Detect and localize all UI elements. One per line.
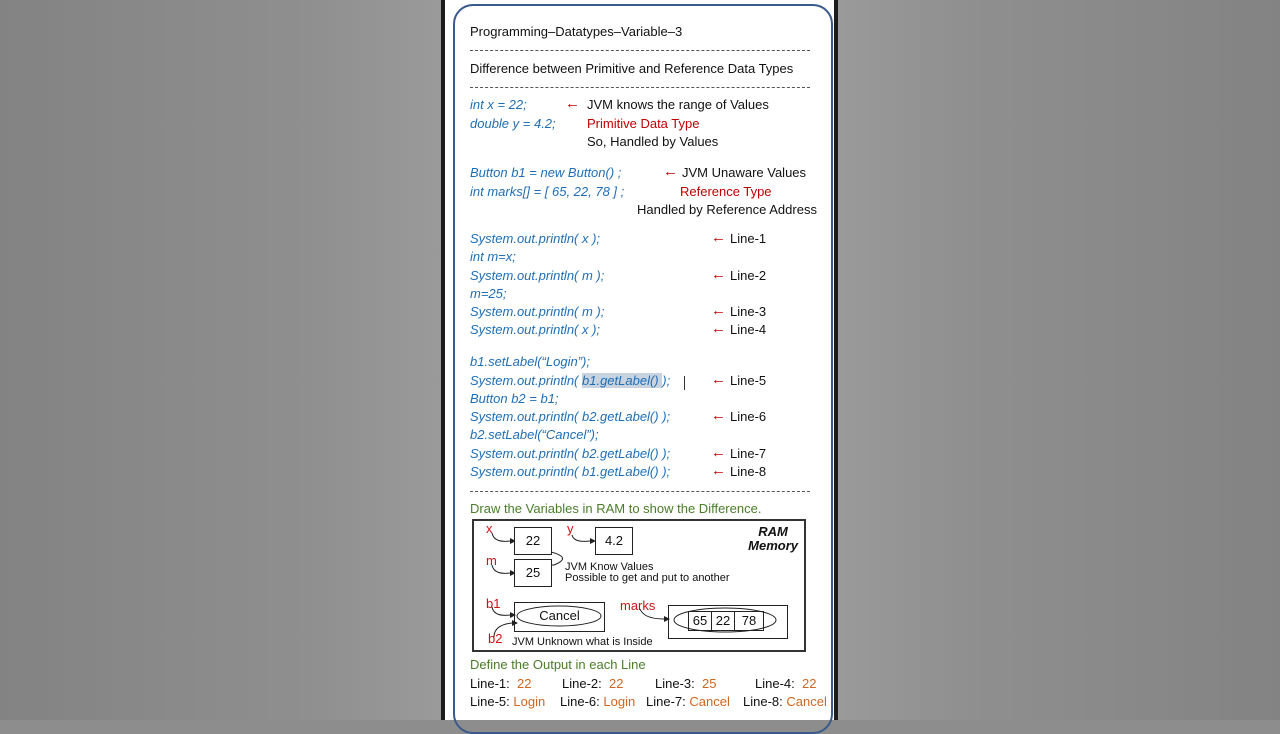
y-label: y bbox=[567, 521, 574, 536]
left-arrow-icon: ← bbox=[711, 462, 726, 479]
reference-handled-note: Handled by Reference Address bbox=[637, 202, 817, 217]
code-line: System.out.println( b2.getLabel() ); bbox=[470, 409, 671, 424]
line-label: Line-5 bbox=[730, 373, 767, 388]
jvm-know-detail: Possible to get and put to another bbox=[565, 572, 730, 584]
output-item bbox=[646, 694, 730, 710]
code-line: int m=x; bbox=[470, 249, 516, 264]
output-value: Login bbox=[603, 694, 636, 709]
output-item bbox=[470, 694, 545, 710]
code-line: System.out.println( m ); bbox=[470, 304, 605, 319]
output-value: 25 bbox=[701, 676, 717, 691]
output-label: Line-6: bbox=[560, 694, 600, 709]
m-value-box: 25 bbox=[514, 559, 552, 587]
code-line: System.out.println( x ); bbox=[470, 322, 601, 337]
line-label: Line-1 bbox=[730, 231, 767, 246]
code-line: System.out.println( m ); bbox=[470, 268, 605, 283]
y-pointer-line bbox=[572, 535, 590, 541]
output-value: 22 bbox=[516, 676, 532, 691]
ram-title-line1: RAM bbox=[758, 524, 788, 539]
line-label: Line-6 bbox=[730, 409, 767, 424]
output-label: Line-4: bbox=[755, 676, 795, 691]
code-line: Button b1 = new Button() ; bbox=[470, 165, 622, 180]
code-line: int x = 22; bbox=[470, 97, 527, 112]
left-arrow-icon: ← bbox=[711, 444, 726, 461]
x-value-box: 22 bbox=[514, 527, 552, 555]
output-label: Line-5: bbox=[470, 694, 510, 709]
primitive-type-label: Primitive Data Type bbox=[587, 116, 700, 131]
left-arrow-icon: ← bbox=[663, 163, 678, 180]
left-arrow-icon: ← bbox=[711, 407, 726, 424]
reference-type-label: Reference Type bbox=[680, 184, 772, 199]
marks-label: marks bbox=[620, 598, 656, 613]
code-line: Button b2 = b1; bbox=[470, 391, 559, 406]
output-item bbox=[562, 676, 623, 692]
array-cell: 22 bbox=[711, 611, 735, 631]
ram-title-line2: Memory bbox=[748, 538, 798, 553]
output-label: Line-1: bbox=[470, 676, 510, 691]
primitive-note: JVM knows the range of Values bbox=[587, 97, 769, 112]
output-item bbox=[655, 676, 716, 692]
code-suffix: ); bbox=[662, 373, 671, 388]
text-cursor-icon bbox=[684, 376, 691, 390]
divider bbox=[470, 87, 810, 88]
output-heading: Define the Output in each Line bbox=[470, 657, 646, 672]
draw-heading: Draw the Variables in RAM to show the Difference. bbox=[470, 501, 762, 516]
code-line: System.out.println( b2.getLabel() ); bbox=[470, 446, 671, 461]
divider bbox=[470, 491, 810, 492]
output-label: Line-2: bbox=[562, 676, 602, 691]
m-label: m bbox=[486, 553, 497, 568]
left-background bbox=[0, 0, 441, 720]
left-arrow-icon: ← bbox=[711, 229, 726, 246]
code-prefix: System.out.println( bbox=[470, 373, 582, 388]
array-cell: 78 bbox=[734, 611, 764, 631]
x-label: x bbox=[486, 521, 493, 536]
b2-label: b2 bbox=[488, 631, 503, 646]
divider bbox=[470, 50, 810, 51]
code-line-highlighted[interactable] bbox=[470, 373, 670, 389]
output-item bbox=[755, 676, 816, 692]
output-value: 22 bbox=[608, 676, 624, 691]
page-title: Programming–Datatypes–Variable–3 bbox=[470, 24, 683, 39]
code-line: System.out.println( b1.getLabel() ); bbox=[470, 464, 671, 479]
reference-note: JVM Unaware Values bbox=[682, 165, 807, 180]
ram-diagram bbox=[472, 519, 806, 652]
line-label: Line-7 bbox=[730, 446, 767, 461]
y-value-box: 4.2 bbox=[595, 527, 633, 555]
left-arrow-icon: ← bbox=[711, 266, 726, 283]
left-arrow-icon: ← bbox=[711, 302, 726, 319]
line-label: Line-2 bbox=[730, 268, 767, 283]
page-subtitle: Difference between Primitive and Reference Data Types bbox=[470, 61, 794, 76]
code-line: double y = 4.2; bbox=[470, 116, 556, 131]
array-cell: 65 bbox=[688, 611, 712, 631]
code-line: b1.setLabel(“Login”); bbox=[470, 354, 590, 369]
left-arrow-icon: ← bbox=[565, 95, 580, 112]
line-label: Line-3 bbox=[730, 304, 767, 319]
line-label: Line-8 bbox=[730, 464, 767, 479]
left-arrow-icon: ← bbox=[711, 371, 726, 388]
output-value: Cancel bbox=[786, 694, 827, 709]
right-background bbox=[838, 0, 1280, 720]
b1-label: b1 bbox=[486, 596, 501, 611]
output-value: Login bbox=[513, 694, 546, 709]
output-label: Line-8: bbox=[743, 694, 783, 709]
output-item bbox=[560, 694, 635, 710]
output-value: 22 bbox=[801, 676, 817, 691]
code-line: int marks[] = [ 65, 22, 78 ] ; bbox=[470, 184, 625, 199]
output-label: Line-7: bbox=[646, 694, 686, 709]
output-item bbox=[743, 694, 827, 710]
primitive-handled-note: So, Handled by Values bbox=[587, 134, 719, 149]
x-pointer-line bbox=[492, 533, 510, 541]
left-arrow-icon: ← bbox=[711, 320, 726, 337]
jvm-know-label: JVM Know Values bbox=[565, 561, 654, 573]
output-label: Line-3: bbox=[655, 676, 695, 691]
right-border bbox=[834, 0, 838, 720]
code-line: b2.setLabel(“Cancel”); bbox=[470, 427, 599, 442]
output-item bbox=[470, 676, 531, 692]
output-value: Cancel bbox=[689, 694, 730, 709]
line-label: Line-4 bbox=[730, 322, 767, 337]
code-line: System.out.println( x ); bbox=[470, 231, 601, 246]
button-label-value: Cancel bbox=[539, 608, 580, 623]
code-line: m=25; bbox=[470, 286, 507, 301]
text-selection[interactable]: b1.getLabel() bbox=[582, 373, 663, 388]
jvm-unknown-label: JVM Unknown what is Inside bbox=[512, 636, 653, 648]
